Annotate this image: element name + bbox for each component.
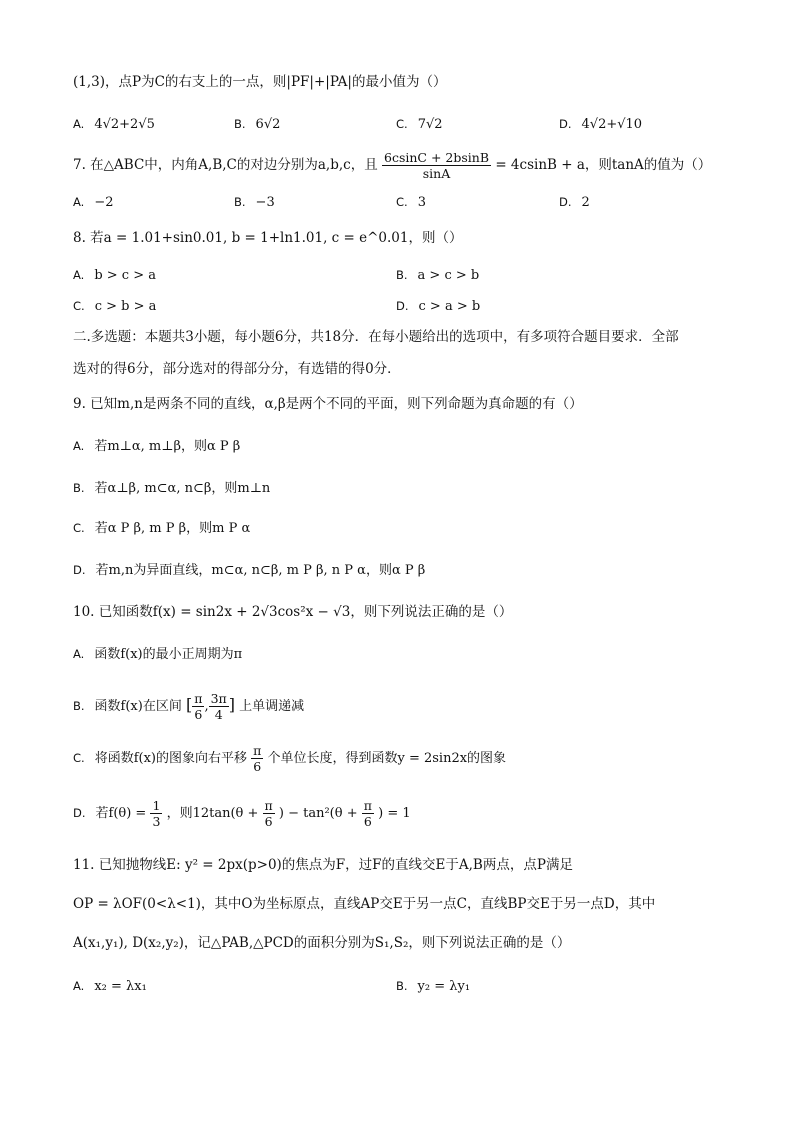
q9-option-b: B. 若α⊥β, m⊂α, n⊂β，则m⊥n <box>73 481 271 496</box>
q8-option-b: B. a > c > b <box>396 268 480 283</box>
q6-option-b: B. 6√2 <box>234 117 281 132</box>
q6-option-a: A. 4√2+2√5 <box>73 117 155 132</box>
q6-option-c: C. 7√2 <box>396 117 443 132</box>
q10-option-d: D. 若f(θ) = $\frac{1}{3}$ ，则12tan(θ + $\frac{\pi}{6}$ ) − tan²(θ + $\frac{\pi}{6}$ ) = 1 <box>73 798 411 829</box>
q6-option-d: D. 4√2+√10 <box>559 117 643 132</box>
q11-stem-line2: OP = λOF(0<λ<1)，其中O为坐标原点，直线AP交E于另一点C，直线BP交E于另一点D，其中 <box>73 896 656 912</box>
q9-option-a: A. 若m⊥α, m⊥β，则α P β <box>73 439 241 454</box>
q11-stem-line3: A(x₁,y₁), D(x₂,y₂)，记△PAB,△PCD的面积分别为S₁,S₂，则下列说法正确的是（） <box>73 935 571 951</box>
q10-option-b: B. 函数f(x)在区间 [ $\frac{\pi}{6}$ , $\frac{3\pi}{4}$ ] 上单调递减 <box>73 691 305 722</box>
q11-stem-line1: 11. 已知抛物线E: y² = 2px(p>0)的焦点为F，过F的直线交E于A,B两点，点P满足 <box>73 857 573 873</box>
q8-stem: 8. 若a = 1.01+sin0.01, b = 1+ln1.01, c = e^0.01，则（） <box>73 230 463 246</box>
q7-stem: 7. 在△ABC中，内角A,B,C的对边分别为a,b,c，且 $\frac{6csinC + 2bsinB}{\sin A}$ = 4csinB + a，则tanA的值为（） <box>73 150 712 181</box>
q11-option-b: B. y₂ = λy₁ <box>396 979 471 994</box>
q7-fraction: $\frac{6csinC + 2bsinB}{\sin A}$ <box>384 150 490 181</box>
q8-option-c: C. c > b > a <box>73 299 157 314</box>
q10-stem: 10. 已知函数f(x) = sin2x + 2√3cos²x − √3，则下列说法正确的是（） <box>73 604 513 620</box>
q7-option-b: B. −3 <box>234 195 275 210</box>
q9-stem: 9. 已知m,n是两条不同的直线，α,β是两个不同的平面，则下列命题为真命题的有（） <box>73 396 583 412</box>
q9-option-d: D. 若m,n为异面直线，m⊂α, n⊂β, m P β, n P α，则α P β <box>73 563 426 578</box>
q8-option-d: D. c > a > b <box>396 299 481 314</box>
q11-option-a: A. x₂ = λx₁ <box>73 979 147 994</box>
section2-heading: 二.多选题：本题共3小题，每小题6分，共18分．在每小题给出的选项中，有多项符合题目要求．全部 <box>73 329 679 345</box>
q9-option-c: C. 若α P β, m P β，则m P α <box>73 521 251 536</box>
q8-option-a: A. b > c > a <box>73 268 156 283</box>
q7-option-c: C. 3 <box>396 195 426 210</box>
q7-option-d: D. 2 <box>559 195 590 210</box>
q6-stem-tail: (1,3)，点P为C的右支上的一点，则|PF|+|PA|的最小值为（） <box>73 74 447 90</box>
q7-option-a: A. −2 <box>73 195 114 210</box>
section2-heading-line2: 选对的得6分，部分选对的得部分分，有选错的得0分． <box>73 361 401 377</box>
q10-option-a: A. 函数f(x)的最小正周期为π <box>73 647 243 662</box>
q10-option-c: C. 将函数f(x)的图象向右平移 $\frac{\pi}{6}$ 个单位长度，得到函数y = 2sin2x的图象 <box>73 743 507 774</box>
